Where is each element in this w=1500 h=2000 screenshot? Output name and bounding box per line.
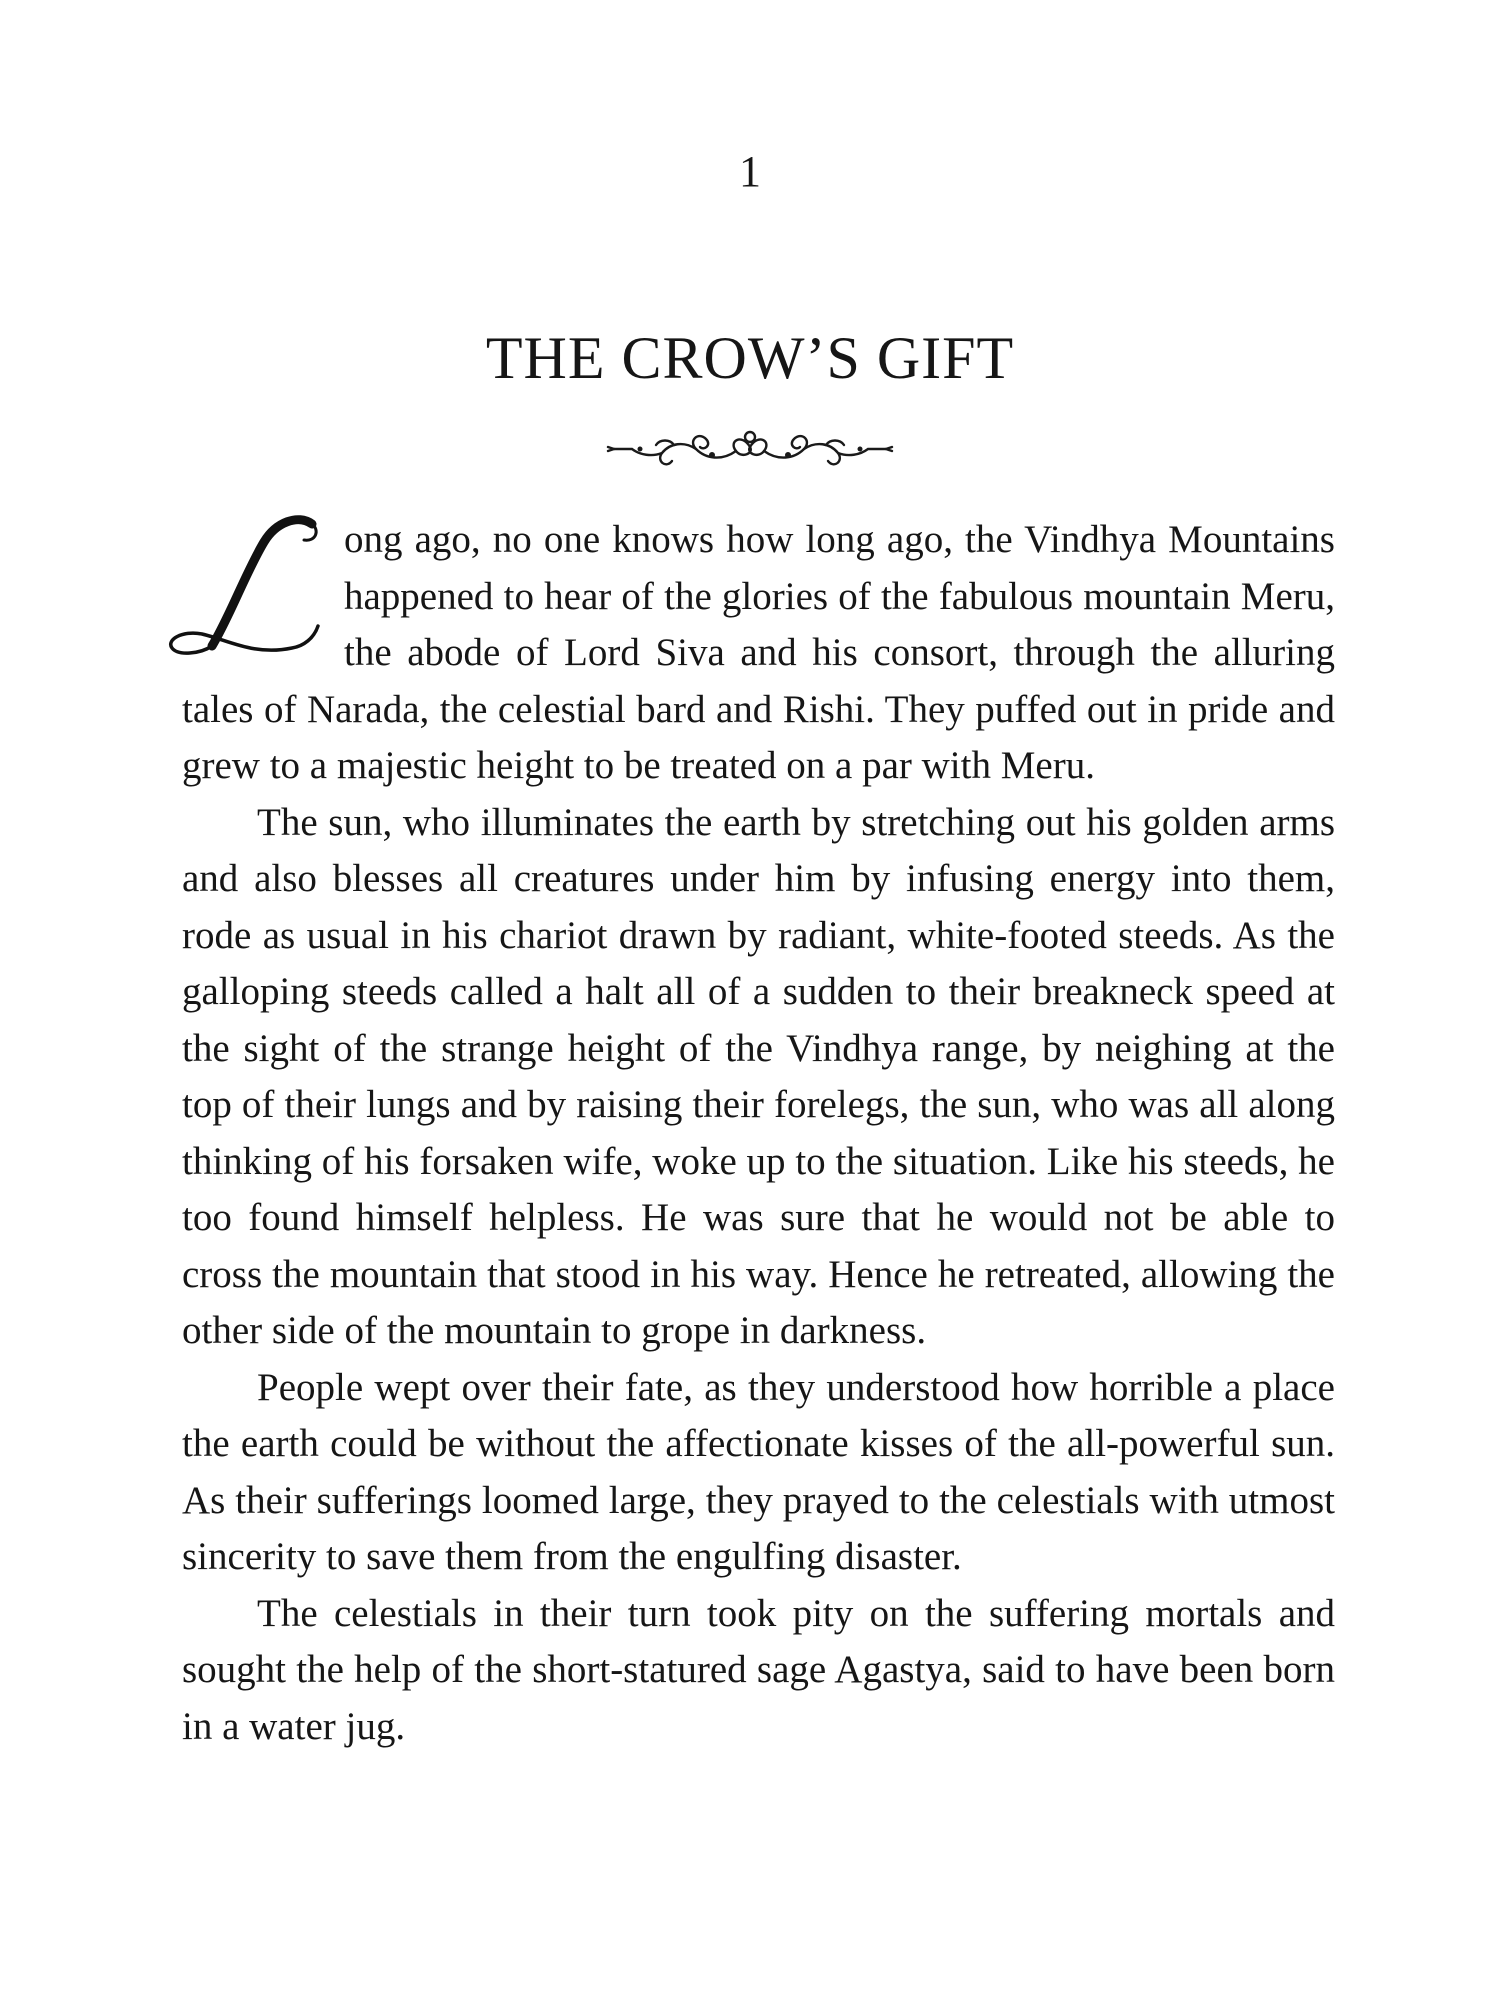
drop-cap-l-icon bbox=[162, 510, 332, 680]
chapter-title: THE CROW’S GIFT bbox=[485, 325, 1015, 391]
paragraph-2: The sun, who illuminates the earth by stretching out his golden arms and also blesses all creatures under him by infusing energy into them, rode as usual in his chariot drawn by radiant, white-footed steeds. As the galloping steeds called a halt all of a sudden to their breakneck speed at the sight of the strange height of the Vindhya range, by neighing at the top of their lungs and by raising their forelegs, the sun, who was all along thinking of his forsaken wife, woke up to the situation. Like his steeds, he too found himself helpless. He was sure that he would not be able to cross the mountain that stood in his way. Hence he retreated, allowing the other side of the mountain to grope in darkness. bbox=[182, 800, 1335, 1352]
paragraph-1-text: ong ago, no one knows how long ago, the Vindhya Mountains happened to hear of the glories of the fabulous mountain Meru, the abode of Lord Siva and his consort, through the alluring tales of Narada, the celestial bard and Rishi. They puffed out in pride and grew to a majestic height to be treated on a par with Meru. bbox=[182, 518, 1335, 787]
drop-cap-letter bbox=[162, 510, 332, 680]
paragraph-3: People wept over their fate, as they understood how horrible a place the earth could be without the affectionate kisses of the all-powerful sun. As their sufferings loomed large, they prayed to the celestials with utmost sincerity to save them from the engulfing disaster. bbox=[182, 1365, 1335, 1578]
paragraph-1 bbox=[182, 512, 1335, 795]
chapter-number: 1 bbox=[739, 147, 761, 196]
chapter-body bbox=[182, 512, 1335, 1755]
paragraph-4: The celestials in their turn took pity on the suffering mortals and sought the help of the short-statured sage Agastya, said to have been born in a water jug. bbox=[182, 1591, 1335, 1748]
fleuron-divider-icon bbox=[0, 425, 1500, 473]
fleuron-divider-graphic bbox=[600, 425, 900, 473]
